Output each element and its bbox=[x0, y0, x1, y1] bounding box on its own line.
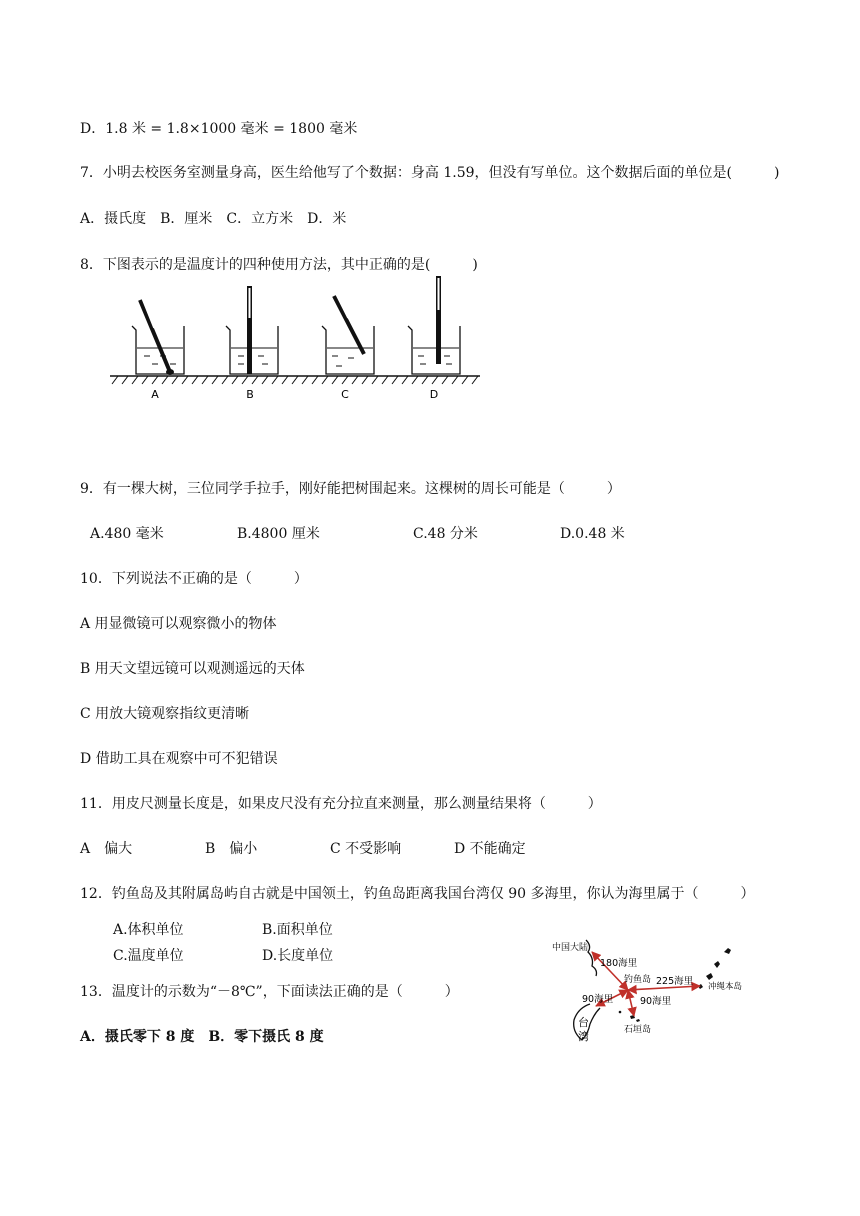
q11-option-b: B 偏小 bbox=[205, 841, 258, 857]
map-label-shiyuan: 石垣岛 bbox=[624, 1025, 652, 1035]
beaker-b bbox=[226, 286, 278, 374]
q7-options: A．摄氏度 B．厘米 C．立方米 D．米 bbox=[80, 211, 347, 227]
q13-options: A．摄氏零下 8 度 B．零下摄氏 8 度 bbox=[80, 1029, 324, 1045]
q9-option-d: D.0.48 米 bbox=[560, 526, 625, 542]
q11-stem: 11．用皮尺测量长度是，如果皮尺没有充分拉直来测量，那么测量结果将（ ） bbox=[80, 796, 602, 812]
route-shiyuan bbox=[628, 990, 634, 1016]
map-label-dist-okinawa: 225海里 bbox=[656, 976, 694, 987]
q10-option-d: D 借助工具在观察中可不犯错误 bbox=[80, 751, 278, 767]
label-b: B bbox=[246, 388, 254, 401]
q11-option-c: C 不受影响 bbox=[330, 841, 402, 857]
map-label-diaoyu: 钓鱼岛 bbox=[624, 975, 652, 985]
q12-option-a: A.体积单位 bbox=[113, 922, 184, 938]
q8-stem: 8．下图表示的是温度计的四种使用方法，其中正确的是( ) bbox=[80, 257, 478, 273]
beaker-c bbox=[322, 294, 374, 374]
q12-option-c: C.温度单位 bbox=[113, 948, 184, 964]
q11-option-a: A 偏大 bbox=[80, 841, 133, 857]
q10-option-c: C 用放大镜观察指纹更清晰 bbox=[80, 706, 250, 722]
map-label-taiwan-2: 湾 bbox=[578, 1030, 589, 1043]
q8-thermometer-figure bbox=[110, 272, 490, 407]
q9-option-b: B.4800 厘米 bbox=[237, 526, 320, 542]
map-label-okinawa: 冲绳本岛 bbox=[708, 982, 743, 992]
q9-stem: 9．有一棵大树，三位同学手拉手，刚好能把树围起来。这棵树的周长可能是（ ） bbox=[80, 481, 621, 497]
beaker-d bbox=[408, 276, 460, 374]
q9-option-a: A.480 毫米 bbox=[90, 526, 164, 542]
label-a: A bbox=[151, 388, 159, 401]
q12-option-d: D.长度单位 bbox=[262, 948, 334, 964]
diaoyu-map bbox=[548, 936, 788, 1046]
q7-stem: 7．小明去校医务室测量身高，医生给他写了个数据：身高 1.59，但没有写单位。这个数据后面的单位是( ) bbox=[80, 165, 780, 181]
label-d: D bbox=[429, 388, 439, 401]
q10-stem: 10．下列说法不正确的是（ ） bbox=[80, 571, 308, 587]
q11-option-d: D 不能确定 bbox=[454, 841, 526, 857]
map-label-dist-shiyuan: 90海里 bbox=[640, 996, 672, 1007]
q10-option-a: A 用显微镜可以观察微小的物体 bbox=[80, 616, 277, 632]
q12-option-b: B.面积单位 bbox=[262, 922, 333, 938]
q9-option-c: C.48 分米 bbox=[413, 526, 478, 542]
beaker-a bbox=[132, 298, 184, 375]
q13-stem: 13．温度计的示数为“－8℃”，下面读法正确的是（ ） bbox=[80, 984, 459, 1000]
q12-stem: 12．钓鱼岛及其附属岛屿自古就是中国领土，钓鱼岛距离我国台湾仅 90 多海里，你认为海里属于（ ） bbox=[80, 886, 755, 902]
q10-option-b: B 用天文望远镜可以观测遥远的天体 bbox=[80, 661, 305, 677]
label-c: C bbox=[341, 388, 349, 401]
q6-option-d: D．1.8 米 = 1.8×1000 毫米 = 1800 毫米 bbox=[80, 121, 358, 137]
map-label-taiwan-1: 台 bbox=[578, 1016, 589, 1029]
map-label-dist-mainland: 180海里 bbox=[600, 958, 638, 969]
map-label-dist-taiwan: 90海里 bbox=[582, 994, 614, 1005]
map-label-mainland: 中国大陆 bbox=[552, 943, 589, 953]
